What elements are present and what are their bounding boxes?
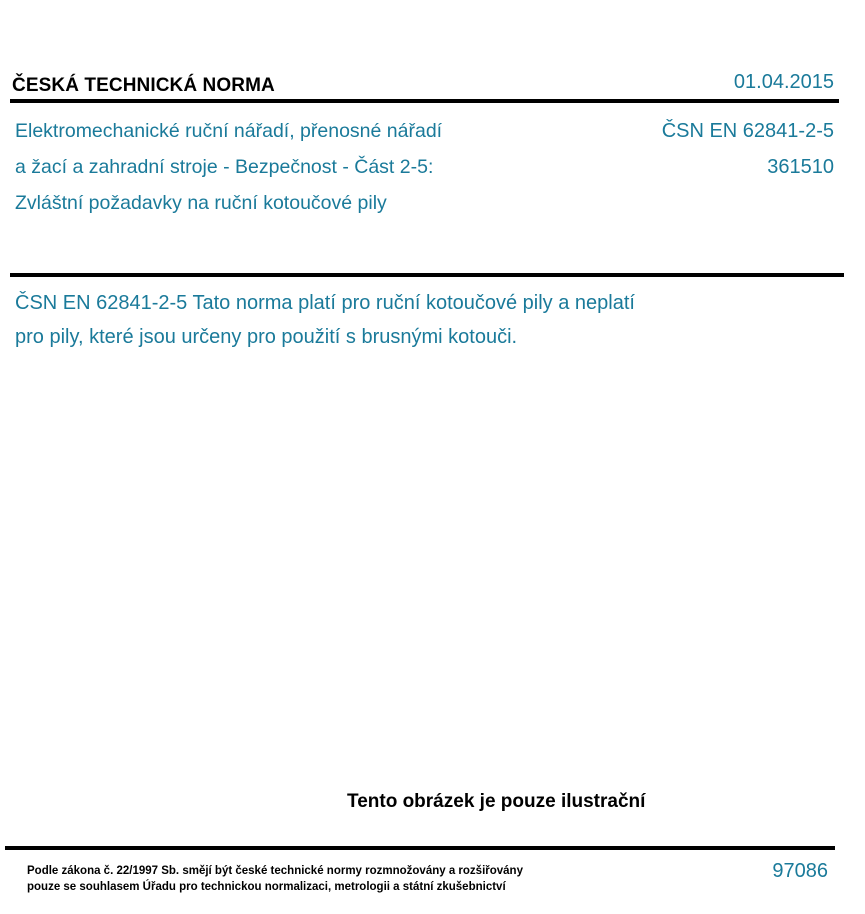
header-divider [10, 99, 839, 103]
document-header-title: ČESKÁ TECHNICKÁ NORMA [12, 75, 275, 96]
section-divider [10, 273, 844, 277]
legal-notice [27, 863, 523, 895]
legal-notice-line: pouze se souhlasem Úřadu pro technickou normalizaci, metrologii a státní zkušebnictví [27, 881, 506, 893]
document-number: 97086 [772, 860, 828, 882]
standard-identifier [662, 113, 834, 185]
classification-code: 361510 [767, 156, 834, 178]
abstract [15, 286, 735, 354]
footer-divider [5, 846, 835, 850]
legal-notice-line: Podle zákona č. 22/1997 Sb. smějí být české technické normy rozmnožovány a rozšiřovány [27, 865, 523, 877]
abstract-line: pro pily, které jsou určeny pro použití s brusnými kotouči. [15, 326, 518, 348]
publication-date: 01.04.2015 [733, 71, 834, 93]
illustration-note: Tento obrázek je pouze ilustrační [347, 791, 646, 812]
standard-title-line: a žací a zahradní stroje - Bezpečnost - Část 2-5: [15, 156, 434, 178]
standard-title [15, 113, 505, 221]
abstract-line: ČSN EN 62841-2-5 Tato norma platí pro ruční kotoučové pily a neplatí [15, 292, 635, 314]
standard-designation: ČSN EN 62841-2-5 [661, 120, 834, 142]
standard-title-line: Zvláštní požadavky na ruční kotoučové pily [15, 192, 387, 214]
standard-title-line: Elektromechanické ruční nářadí, přenosné nářadí [15, 120, 443, 142]
